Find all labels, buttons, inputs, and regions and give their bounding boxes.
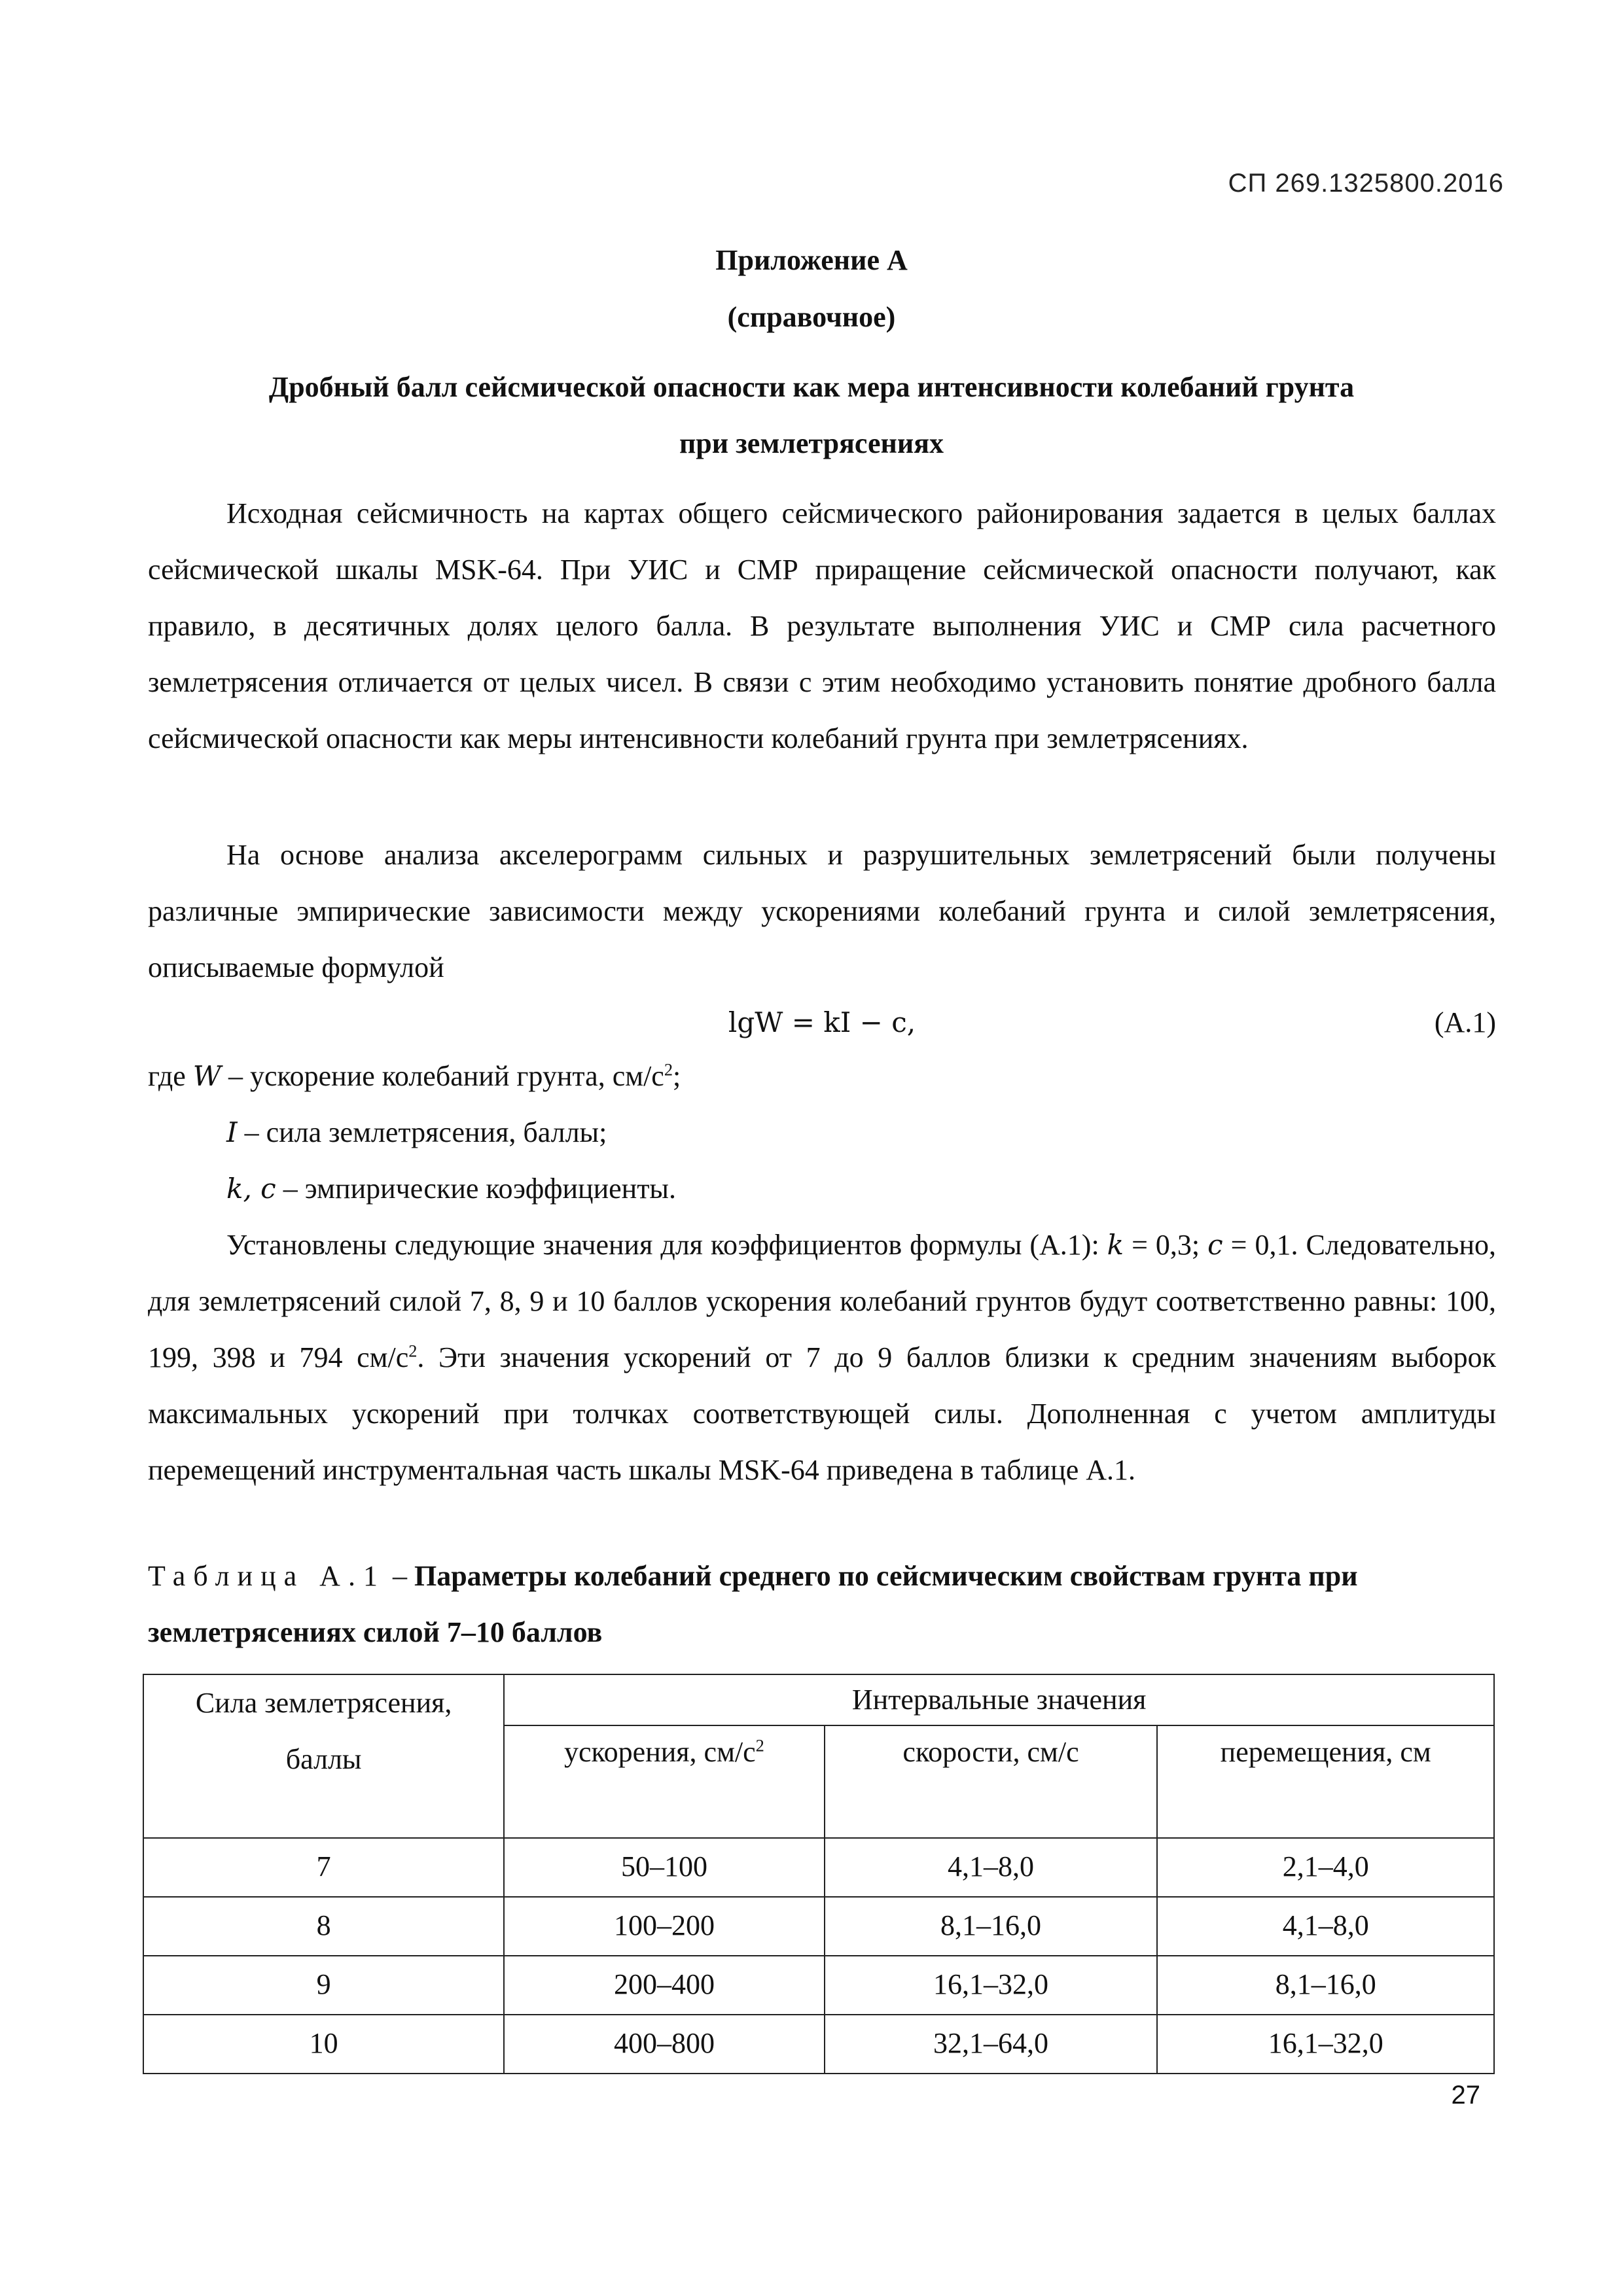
symbol-k: k: [1107, 1229, 1124, 1261]
paragraph-3-part-b: = 0,3;: [1124, 1229, 1208, 1261]
table-caption-text: Параметры колебаний среднего по сейсмическим свойствам грунта при землетрясениях силой 7–10 баллов: [148, 1560, 1358, 1648]
header-velocity: скорости, см/с: [825, 1725, 1158, 1838]
cell-displacement: 4,1–8,0: [1157, 1897, 1494, 1956]
table-caption-dash: –: [385, 1560, 414, 1592]
header-acceleration-text: ускорения, см/с: [564, 1736, 756, 1768]
cell-displacement: 2,1–4,0: [1157, 1838, 1494, 1897]
definition-w-text: – ускорение колебаний грунта, см/с: [221, 1060, 664, 1092]
header-interval-values: Интервальные значения: [504, 1674, 1494, 1725]
table-caption-label: Таблица А.1: [148, 1560, 385, 1592]
paragraph-3-sup: 2: [408, 1341, 418, 1361]
paragraph-3-part-a: Установлены следующие значения для коэффициентов формулы (А.1):: [226, 1229, 1107, 1261]
cell-displacement: 8,1–16,0: [1157, 1956, 1494, 2015]
header-acceleration-sup: 2: [755, 1735, 764, 1756]
formula-line: [148, 995, 1496, 1051]
symbol-kc: k, c: [226, 1173, 276, 1205]
paragraph-2: [148, 827, 1496, 996]
cell-displacement: 16,1–32,0: [1157, 2015, 1494, 2074]
cell-acceleration: 200–400: [504, 1956, 824, 2015]
cell-acceleration: 50–100: [504, 1838, 824, 1897]
header-acceleration: [504, 1725, 824, 1838]
formula: lgW = kI − c,: [728, 1006, 916, 1038]
appendix-heading-line1: Дробный балл сейсмической опасности как мера интенсивности колебаний грунта: [268, 371, 1355, 403]
table-row: [143, 1838, 1494, 1897]
where-prefix: где: [148, 1060, 193, 1092]
paragraph-1: [148, 486, 1496, 767]
cell-velocity: 16,1–32,0: [825, 1956, 1158, 2015]
appendix-title: Приложение А: [715, 244, 908, 276]
definition-i-text: – сила землетрясения, баллы;: [237, 1116, 607, 1148]
definition-w-sup: 2: [664, 1059, 673, 1080]
appendix-heading-line2: при землетрясениях: [679, 427, 944, 459]
cell-intensity: 8: [143, 1897, 504, 1956]
cell-velocity: 32,1–64,0: [825, 2015, 1158, 2074]
cell-intensity: 10: [143, 2015, 504, 2074]
paragraph-2-text: На основе анализа акселерограмм сильных и разрушительных землетрясений были получены различные эмпирические зависимости между ускорениями колебаний грунта и силой землетрясения, описываемые формулой: [148, 839, 1496, 983]
cell-acceleration: 100–200: [504, 1897, 824, 1956]
definition-w-end: ;: [673, 1060, 681, 1092]
parameters-table: [143, 1674, 1495, 2074]
paragraph-3-part-d: = 0,1. Следовательно, для землетрясений силой 7, 8, 9 и 10 баллов ускорения колебаний грунтов будут соответственно равны: 100, 199, 398 и 794 см/с: [148, 1229, 1497, 1373]
table-row: [143, 1956, 1494, 2015]
paragraph-3-part-e: . Эти значения ускорений от 7 до 9 баллов близки к средним значениям выборок максимальных ускорений при толчках соответствующей силы. Дополненная с учетом амплитуды перемещений инструментальная часть шкалы MSK-64 приведена в таблице А.1.: [148, 1341, 1496, 1486]
table-row: [143, 1897, 1494, 1956]
definition-kc-text: – эмпирические коэффициенты.: [276, 1173, 676, 1205]
symbol-i: I: [226, 1116, 238, 1148]
paragraph-3: [148, 1217, 1496, 1498]
cell-velocity: 4,1–8,0: [825, 1838, 1158, 1897]
cell-velocity: 8,1–16,0: [825, 1897, 1158, 1956]
table-caption: [148, 1548, 1496, 1661]
table-header-row: [143, 1674, 1494, 1725]
cell-acceleration: 400–800: [504, 2015, 824, 2074]
definition-kc: [226, 1161, 1575, 1217]
definition-w: [148, 1048, 1496, 1104]
cell-intensity: 9: [143, 1956, 504, 2015]
formula-number: (А.1): [1434, 1006, 1496, 1038]
paragraph-3-text: [148, 1217, 1496, 1498]
document-code: СП 269.1325800.2016: [1228, 169, 1504, 198]
definition-i: [226, 1104, 1575, 1161]
symbol-c: c: [1207, 1229, 1223, 1261]
header-intensity: Сила землетрясения, баллы: [143, 1674, 504, 1838]
header-displacement: перемещения, см: [1157, 1725, 1494, 1838]
symbol-w: W: [192, 1060, 221, 1092]
cell-intensity: 7: [143, 1838, 504, 1897]
appendix-type: (справочное): [727, 301, 896, 333]
page-number: 27: [1451, 2081, 1480, 2110]
table-row: [143, 2015, 1494, 2074]
paragraph-1-text: Исходная сейсмичность на картах общего сейсмического районирования задается в целых баллах сейсмической шкалы MSK-64. При УИС и СМР приращение сейсмической опасности получают, как правило, в десятичных долях целого балла. В результате выполнения УИС и СМР сила расчетного землетрясения отличается от целых чисел. В связи с этим необходимо установить понятие дробного балла сейсмической опасности как меры интенсивности колебаний грунта при землетрясениях.: [148, 497, 1496, 754]
